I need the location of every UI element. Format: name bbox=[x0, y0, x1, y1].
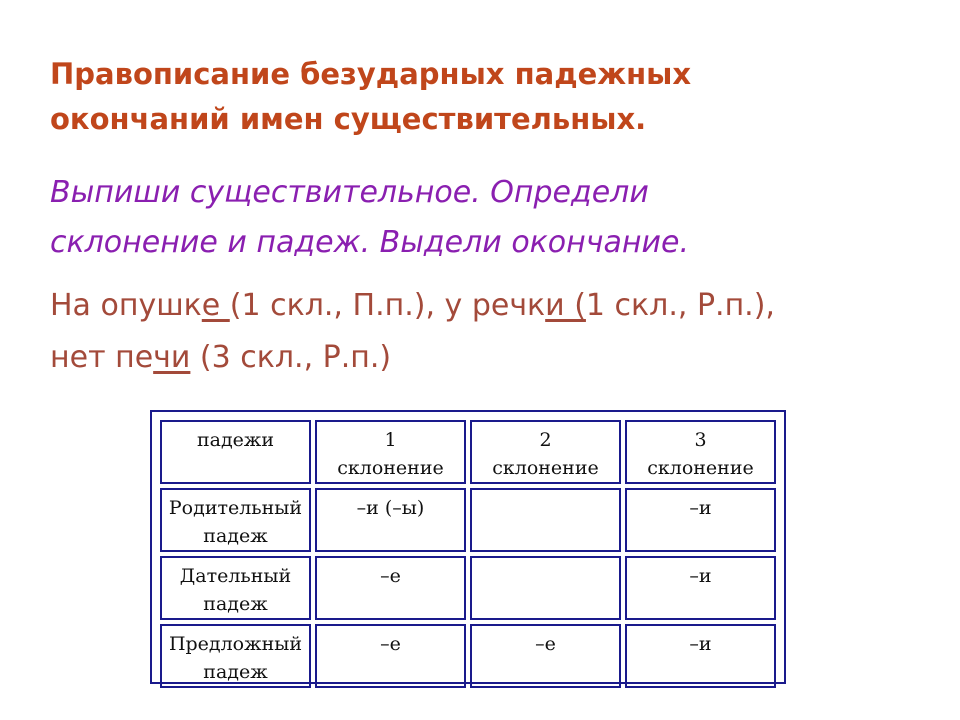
example-segment-5: (3 скл., Р.п.) bbox=[190, 340, 392, 375]
example-ending-chi: чи bbox=[153, 340, 191, 375]
task-instruction bbox=[50, 168, 910, 268]
table-row bbox=[160, 488, 776, 552]
case-dative: Дательный падеж bbox=[160, 556, 311, 620]
example-ending-i: и ( bbox=[545, 288, 586, 323]
example-line-1 bbox=[50, 280, 930, 332]
case-genitive: Родительный падеж bbox=[160, 488, 311, 552]
instruction-line-1: Выпиши существительное. Определи bbox=[50, 175, 649, 210]
cell-dative-d1: –е bbox=[315, 556, 466, 620]
cell-prepositional-d2: –е bbox=[470, 624, 621, 688]
example-text bbox=[50, 280, 930, 384]
title-line-2: окончаний имен существительных. bbox=[50, 102, 647, 136]
table-header-row bbox=[160, 420, 776, 484]
header-declension-1: 1 склонение bbox=[315, 420, 466, 484]
cell-dative-d3: –и bbox=[625, 556, 776, 620]
example-word-pe: нет пе bbox=[50, 340, 154, 375]
declension-table bbox=[150, 410, 786, 684]
example-ending-e: е bbox=[201, 288, 230, 323]
title-line-1: Правописание безударных падежных bbox=[50, 57, 692, 91]
slide-title bbox=[50, 52, 910, 142]
header-cases: падежи bbox=[160, 420, 311, 484]
example-segment-2: (1 скл., П.п.), у речк bbox=[229, 288, 546, 323]
table-row bbox=[160, 556, 776, 620]
cell-genitive-d3: –и bbox=[625, 488, 776, 552]
header-declension-3: 3 склонение bbox=[625, 420, 776, 484]
cell-dative-d2 bbox=[470, 556, 621, 620]
cell-genitive-d2 bbox=[470, 488, 621, 552]
example-line-2 bbox=[50, 332, 930, 384]
header-declension-2: 2 склонение bbox=[470, 420, 621, 484]
case-prepositional: Предложный падеж bbox=[160, 624, 311, 688]
example-word-opushk: На опушк bbox=[50, 288, 202, 323]
instruction-line-2: склонение и падеж. Выдели окончание. bbox=[50, 225, 689, 260]
table-row bbox=[160, 624, 776, 688]
cell-prepositional-d3: –и bbox=[625, 624, 776, 688]
example-segment-3: 1 скл., Р.п.), bbox=[585, 288, 775, 323]
declension-grid bbox=[156, 416, 780, 692]
cell-prepositional-d1: –е bbox=[315, 624, 466, 688]
cell-genitive-d1: –и (–ы) bbox=[315, 488, 466, 552]
